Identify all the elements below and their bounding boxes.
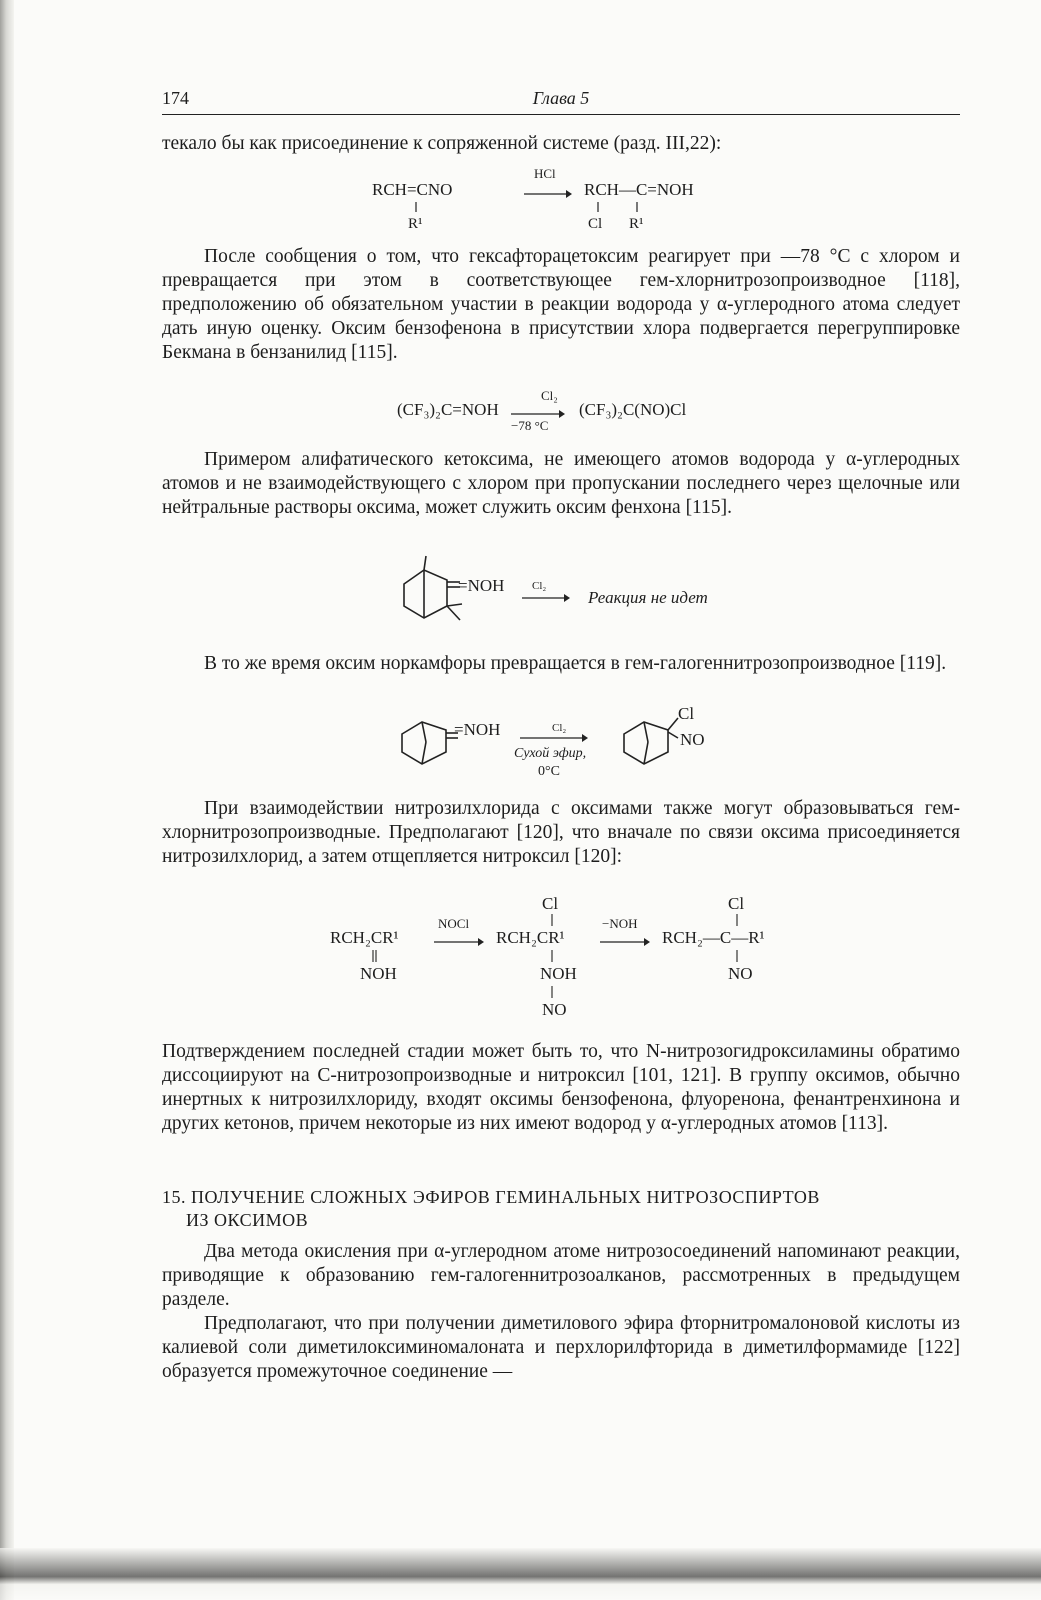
intermediate-substituent-no: NO — [542, 1000, 567, 1019]
paragraph-1: текало бы как присоединение к сопряженной системе (разд. III,22): — [162, 133, 722, 154]
reaction-arrow-2 — [598, 938, 650, 948]
intermediate-substituent-cl: Cl — [542, 894, 559, 913]
intermediate-formula: RCH₂CR¹ — [496, 928, 565, 947]
reactant-formula: (CF₃)₂C=NOH — [397, 400, 499, 419]
scan-edge-shadow — [0, 0, 14, 1600]
bond-lines-top — [330, 912, 850, 928]
page-header — [162, 88, 960, 115]
reagent-label: HCl — [534, 166, 556, 181]
paragraph-6: Подтверждением последней стадии может быть то, что N-нитрозогидроксиламины обратимо диссоциируют на С-нитрозопроизводные и нитроксил [101, 121]. В группу оксимов, обычно инертных к нитрозилхлориду, входят оксимы бензофенона, флуоренона, фенантренхинона и других кетонов, причем некоторые из них имеют водород у α-углеродных атомов [113]. — [162, 1041, 960, 1134]
product-substituent-no: NO — [680, 730, 705, 749]
product-substituent-cl: Cl — [588, 216, 603, 232]
page-number: 174 — [162, 88, 189, 108]
reactant-substituent: NOH — [360, 964, 397, 983]
reagent-label: Cl₂ — [552, 722, 567, 734]
product-substituent-cl: Cl — [728, 894, 745, 913]
bond-lines-bottom — [330, 984, 850, 1000]
no-reaction-text: Реакция не идет — [588, 588, 708, 607]
product-formula: RCH—C=NOH — [584, 180, 694, 199]
reaction-scheme-3 — [392, 554, 792, 634]
reaction-arrow — [520, 594, 570, 604]
reaction-arrow — [518, 734, 588, 744]
oxime-group: =NOH — [454, 720, 501, 739]
reactant-formula: RCH₂CR¹ — [330, 928, 399, 947]
reaction-scheme-4 — [396, 704, 736, 784]
reagent-label: Cl₂ — [532, 580, 547, 592]
bond-lines — [372, 200, 732, 216]
paragraph-4: В то же время оксим норкамфоры превращается в гем-галогеннитрозопроизводное [119]. — [204, 653, 947, 674]
running-title: Глава 5 — [532, 88, 590, 108]
oxime-group: =NOH — [458, 576, 505, 595]
reagent-label: Cl₂ — [541, 388, 558, 403]
scan-bottom-shadow — [0, 1548, 1041, 1600]
paragraph-3: Примером алифатического кетоксима, не имеющего атомов водорода у α-углеродных атомов и не взаимодействующего с хлором при пропускании последнего через щелочные или нейтральные растворы оксима, может служить оксим фенхона [115]. — [162, 449, 960, 518]
product-formula: (CF₃)₂C(NO)Cl — [579, 400, 687, 419]
product-formula: RCH₂—C—R¹ — [662, 928, 765, 947]
reactant-substituent: R¹ — [408, 216, 423, 232]
product-substituent-cl: Cl — [678, 704, 695, 723]
reagent-2-label: −NOH — [602, 916, 638, 931]
bond-lines — [330, 948, 850, 966]
conditions-label: −78 °C — [511, 418, 549, 433]
section-heading: 15. ПОЛУЧЕНИЕ СЛОЖНЫХ ЭФИРОВ ГЕМИНАЛЬНЫХ НИТРОЗОСПИРТОВ ИЗ ОКСИМОВ — [162, 1187, 820, 1230]
reaction-scheme-2 — [397, 386, 777, 436]
conditions-temperature: 0°C — [538, 764, 560, 779]
conditions-solvent: Сухой эфир, — [514, 746, 587, 761]
reagent-1-label: NOCl — [438, 916, 470, 931]
paragraph-8: Предполагают, что при получении диметилового эфира фторнитромалоновой кислоты из калиевой соли диметилоксиминомалоната и перхлорилфторида в диметилформамиде [122] образуется промежуточное соединение — — [162, 1313, 960, 1382]
reactant-formula: RCH=CNO — [372, 180, 453, 199]
paragraph-5: При взаимодействии нитрозилхлорида с оксимами также могут образовываться гем-хлорнитрозопроизводные. Предполагают [120], что вначале по связи оксима присоединяется нитрозилхлорид, а затем отщепляется нитроксил [120]: — [162, 798, 960, 867]
product-substituent-no: NO — [728, 964, 753, 983]
reaction-arrow — [522, 190, 572, 200]
reaction-arrow-1 — [432, 938, 484, 948]
reaction-scheme-5 — [330, 894, 850, 1024]
paragraph-7: Два метода окисления при α-углеродном атоме нитрозосоединений напоминают реакции, приводящие к образованию гем-галогеннитрозоалканов, рассмотренных в предыдущем разделе. — [162, 1241, 960, 1310]
product-substituent-r: R¹ — [629, 216, 644, 232]
paragraph-2: После сообщения о том, что гексафторацетоксим реагирует при —78 °С с хлором и превращается при этом в соответствующее гем-хлорнитрозопроизводное [118], предположению об обязательном участии в реакции водорода у α-углеродного атома следует дать иную оценку. Оксим бензофенона в присутствии хлора подвергается перегруппировке Бекмана в бензанилид [115]. — [162, 246, 960, 363]
reaction-scheme-1 — [372, 164, 732, 234]
intermediate-substituent-noh: NOH — [540, 964, 577, 983]
